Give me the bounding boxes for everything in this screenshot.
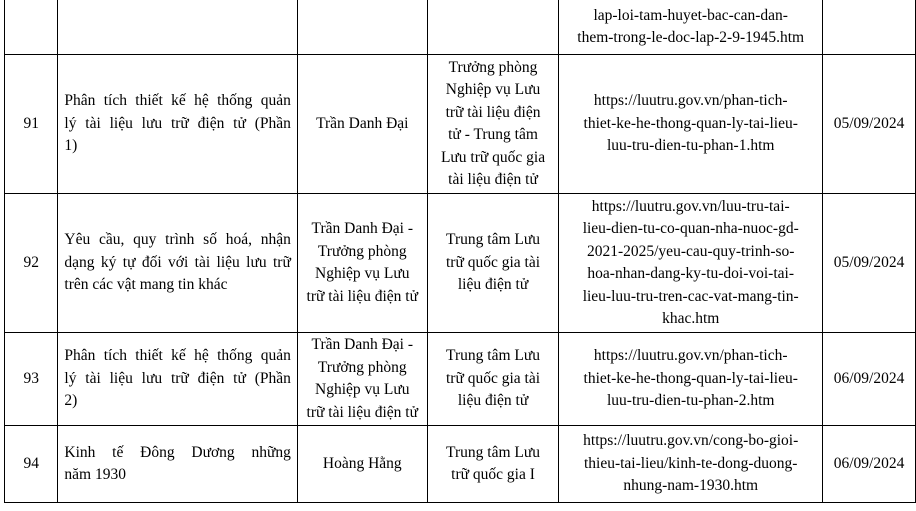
author-cell [297, 0, 427, 55]
author-cell [297, 426, 427, 503]
author-line: Trần Danh Đại - [311, 336, 413, 353]
article-title-line: Yêu cầu, quy trình số hoá, nhận [64, 231, 291, 249]
organization-line: Nghiệp vụ Lưu [445, 81, 541, 98]
organization-line: trữ quốc gia tài [446, 253, 541, 271]
organization-cell [427, 333, 559, 426]
organization-line: trữ quốc gia I [451, 466, 535, 483]
url-line[interactable]: lieu-luu-tru-tren-cac-vat-mang-tin- [582, 287, 799, 305]
publish-date: 05/09/2024 [833, 114, 905, 132]
url-line[interactable]: lieu-dien-tu-co-quan-nha-nuoc-gd- [582, 220, 799, 237]
author-line: Nghiệp vụ Lưu [315, 381, 410, 398]
organization-line: Lưu trữ quốc gia [440, 148, 546, 166]
table-body [5, 0, 916, 503]
url-line[interactable]: luu-tru-dien-tu-phan-1.htm [606, 137, 775, 155]
url-line[interactable]: https://luutru.gov.vn/cong-bo-gioi- [583, 432, 799, 450]
url-line[interactable]: 2021-2025/yeu-cau-quy-trinh-so- [586, 242, 795, 260]
author-line: Nghiệp vụ Lưu [315, 265, 410, 282]
date-cell [823, 333, 916, 426]
row-number: 93 [23, 369, 39, 387]
organization-line: liệu điện tử [457, 276, 529, 294]
organization-line: Trung tâm Lưu [446, 347, 540, 365]
url-cell [559, 55, 823, 194]
url-line[interactable]: them-trong-le-doc-lap-2-9-1945.htm [577, 29, 805, 46]
date-cell [823, 55, 916, 194]
article-title-cell [58, 55, 297, 194]
date-cell [823, 0, 916, 55]
row-number: 92 [23, 253, 39, 271]
article-title-line: Phân tích thiết kế hệ thống quản [64, 347, 291, 365]
table-row [5, 426, 916, 503]
publish-date: 06/09/2024 [833, 454, 905, 472]
row-number-cell [5, 0, 58, 55]
url-line[interactable]: https://luutru.gov.vn/phan-tich- [593, 347, 788, 365]
author-cell [297, 55, 427, 194]
article-title-line: Kinh tế Đông Dương những [64, 443, 291, 461]
organization-cell [427, 55, 559, 194]
article-title-line: 2) [64, 392, 78, 410]
organization-line: Trung tâm Lưu [446, 443, 540, 461]
url-cell [559, 426, 823, 503]
url-line[interactable]: lap-loi-tam-huyet-bac-can-dan- [593, 6, 788, 24]
table-row [5, 333, 916, 426]
author-line: trữ tài liệu điện tử [306, 403, 419, 421]
url-line[interactable]: thiet-ke-he-thong-quan-ly-tai-lieu- [583, 114, 798, 132]
article-title-line: 1) [64, 137, 78, 155]
url-line[interactable]: https://luutru.gov.vn/luu-tru-tai- [591, 197, 790, 215]
author-line: Trần Danh Đại [316, 114, 409, 132]
table-row [5, 55, 916, 194]
article-title-cell [58, 426, 297, 503]
article-title-line: lý tài liệu lưu trữ điện tử (Phần [64, 369, 291, 387]
author-line: Trưởng phòng [317, 358, 407, 376]
url-line[interactable]: hoa-nhan-dang-ky-tu-doi-voi-tai- [587, 265, 794, 282]
organization-line: liệu điện tử [457, 392, 529, 410]
article-title-cell [58, 0, 297, 55]
publish-date: 05/09/2024 [833, 253, 905, 271]
article-title-cell [58, 333, 297, 426]
row-number-cell [5, 333, 58, 426]
author-cell [297, 333, 427, 426]
row-number-cell [5, 426, 58, 503]
article-title-cell [58, 194, 297, 333]
organization-line: tài liệu điện tử [448, 171, 538, 188]
organization-line: trữ quốc gia tài [446, 369, 541, 387]
table-row [5, 0, 916, 55]
organization-line: Trung tâm Lưu [446, 231, 540, 249]
publish-date: 06/09/2024 [833, 369, 905, 387]
article-title-line: năm 1930 [64, 466, 126, 483]
author-line: Trần Danh Đại - [311, 220, 413, 237]
article-title-line: dạng ký tự đối với tài liệu lưu trữ [64, 253, 291, 271]
author-line: Hoàng Hằng [322, 454, 402, 472]
row-number: 94 [23, 454, 39, 472]
date-cell [823, 426, 916, 503]
url-cell [559, 194, 823, 333]
article-title-line: Phân tích thiết kế hệ thống quản [64, 92, 291, 110]
row-number-cell [5, 194, 58, 333]
organization-cell [427, 0, 559, 55]
url-cell [559, 0, 823, 55]
url-line[interactable]: khac.htm [662, 310, 720, 327]
organization-cell [427, 426, 559, 503]
article-title-line: trên các vật mang tin khác [64, 276, 228, 294]
url-line[interactable]: thiet-ke-he-thong-quan-ly-tai-lieu- [583, 369, 798, 387]
url-cell [559, 333, 823, 426]
organization-line: tử - Trung tâm [448, 126, 538, 143]
url-line[interactable]: luu-tru-dien-tu-phan-2.htm [606, 392, 775, 410]
url-line[interactable]: https://luutru.gov.vn/phan-tich- [593, 92, 788, 110]
url-line[interactable]: nhung-nam-1930.htm [623, 477, 759, 495]
date-cell [823, 194, 916, 333]
article-title-line: lý tài liệu lưu trữ điện tử (Phần [64, 114, 291, 132]
organization-line: trữ tài liệu điện [445, 103, 541, 121]
url-line[interactable]: thieu-tai-lieu/kinh-te-dong-duong- [583, 454, 798, 472]
row-number: 91 [23, 114, 39, 132]
table-row [5, 194, 916, 333]
publication-table [4, 0, 916, 503]
organization-line: Trưởng phòng [448, 58, 538, 76]
organization-cell [427, 194, 559, 333]
author-cell [297, 194, 427, 333]
row-number-cell [5, 55, 58, 194]
author-line: Trưởng phòng [317, 242, 407, 260]
author-line: trữ tài liệu điện tử [306, 287, 419, 305]
